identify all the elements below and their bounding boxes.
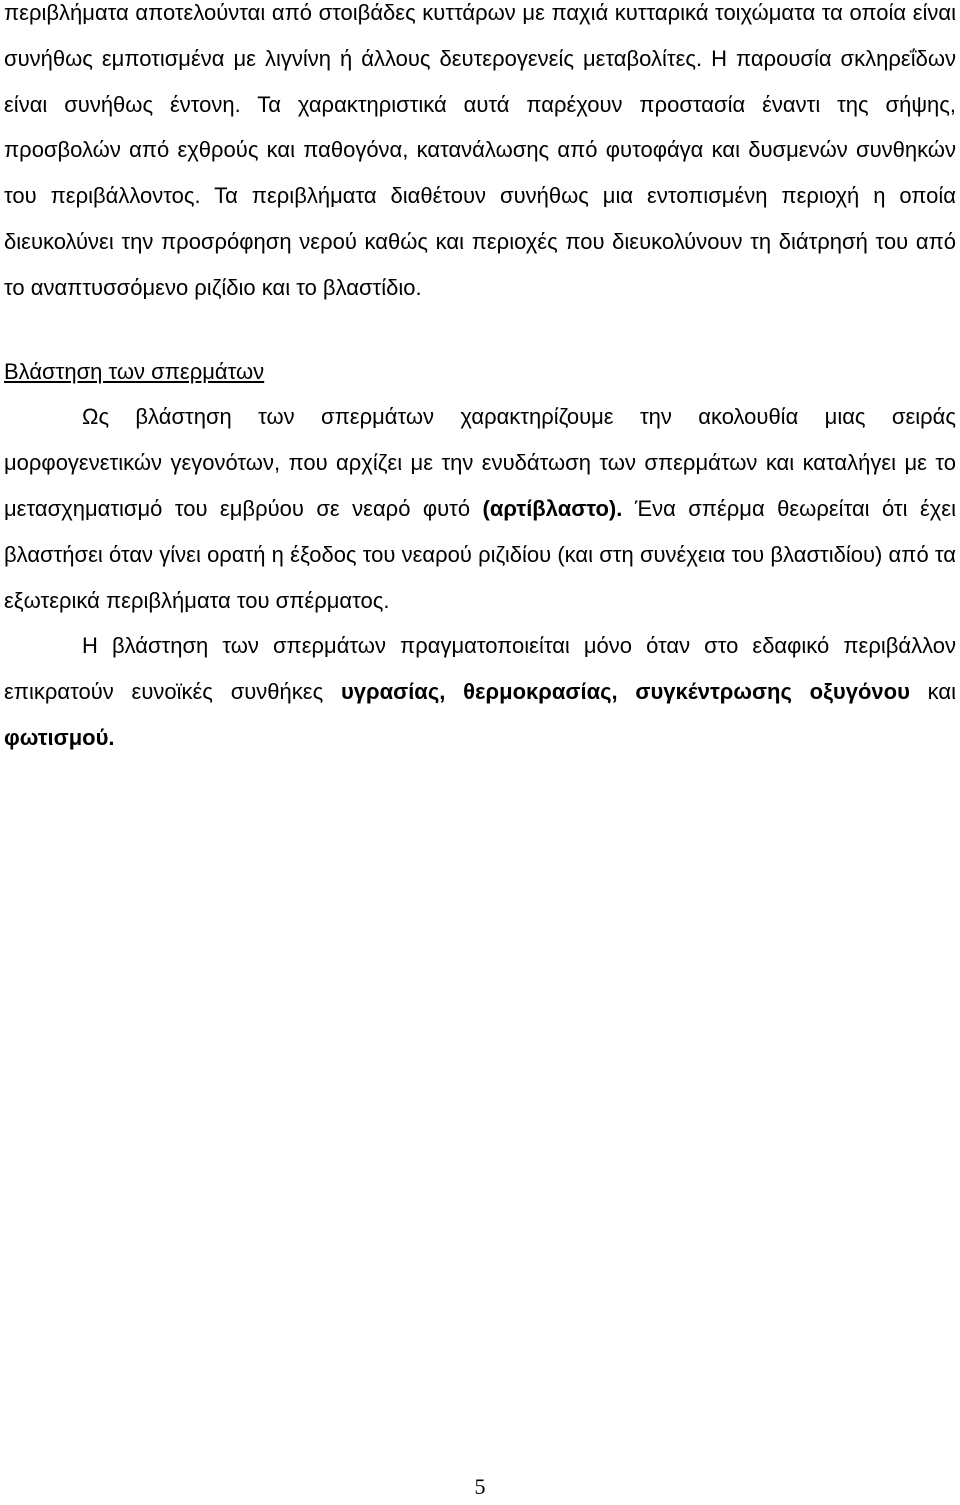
paragraph-seed-coats: περιβλήματα αποτελούνται από στοιβάδες κυττάρων με παχιά κυτταρικά τοιχώματα τα οποία είναι συνήθως εμποτισμένα με λιγνίνη ή άλλους δευτερογενείς μεταβολίτες. Η παρουσία σκληρεΐδων είναι συνήθως έντονη. Τα χαρακτηριστικά αυτά παρέχουν προστασία έναντι της σήψης, προσβολών από εχθρούς και παθογόνα, κατανάλωσης από φυτοφάγα και δυσμενών συνθηκών του περιβάλλοντος. Τα περιβλήματα διαθέτουν συνήθως μια εντοπισμένη περιοχή η οποία διευκολύνει την προσρόφηση νερού καθώς και περιοχές που διευκολύνουν τη διάτρησή του από το αναπτυσσόμενο ριζίδιο και το βλαστίδιο. — [4, 0, 956, 300]
bold-term-conditions: υγρασίας, θερμοκρασίας, συγκέντρωσης οξυγόνου — [340, 679, 910, 705]
bold-term-seedling: (αρτίβλαστο). — [482, 495, 623, 521]
paragraph-germination-conditions — [4, 623, 956, 760]
paragraph-text: Ως βλάστηση των σπερμάτων χαρακτηρίζουμε την ακολουθία μιας σειράς μορφογενετικών γεγονότων, που αρχίζει με την ενυδάτωση των σπερμάτων και καταλήγει με το μετασχηματισμό του εμβρύου σε νεαρό φυτό — [4, 404, 956, 521]
paragraph-text: Ένα σπέρμα θεωρείται ότι έχει βλαστήσει όταν γίνει ορατή η έξοδος του νεαρού ριζιδίου (και στη συνέχεια του βλαστιδίου) από τα εξωτερικά περιβλήματα του σπέρματος. — [4, 495, 956, 613]
paragraph-text: και — [909, 679, 956, 705]
bold-term-lighting: φωτισμού. — [4, 724, 115, 750]
paragraph-text: Η βλάστηση των σπερμάτων πραγματοποιείται μόνο όταν στο εδαφικό περιβάλλον επικρατούν ευνοϊκές συνθήκες — [4, 633, 956, 705]
page-number: 5 — [474, 1474, 486, 1499]
section-heading-seed-germination: Βλάστηση των σπερμάτων — [4, 358, 265, 384]
document-page — [4, 0, 956, 761]
paragraph-germination-definition — [4, 394, 956, 623]
